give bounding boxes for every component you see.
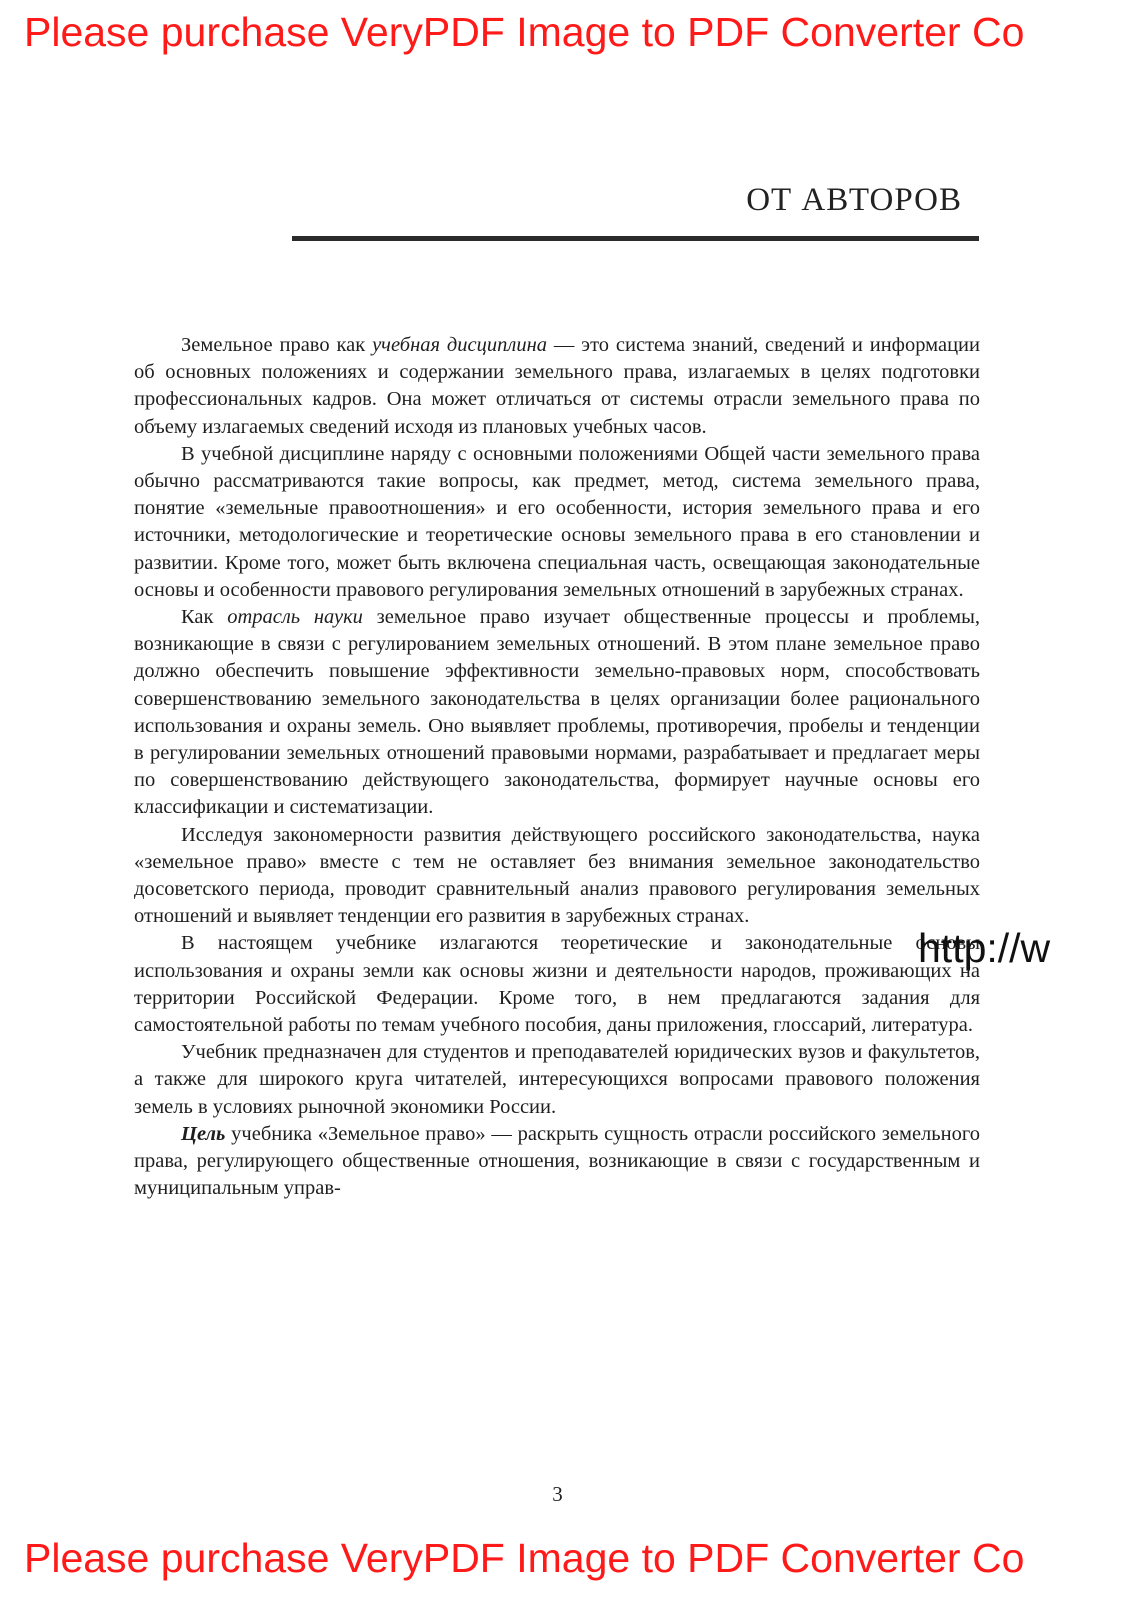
emphasis-label: Цель — [181, 1122, 226, 1145]
url-watermark: http://w — [918, 925, 1051, 971]
title-rule — [292, 236, 979, 241]
paragraph: Цель учебника «Земельное право» — раскрыть сущность отрасли российского земельного права, регулирующего общественные отношения, возникающие в связи с государственным и муниципальным управ- — [134, 1122, 980, 1200]
paragraph: Учебник предназначен для студентов и преподавателей юридических вузов и факультетов, а также для широкого круга читателей, интересующихся вопросами правового положения земель в условиях рыночной экономики России. — [134, 1041, 980, 1118]
chapter-title: ОТ АВТОРОВ — [746, 182, 962, 218]
paragraph: В настоящем учебнике излагаются теоретические и законодательные основы использования и охраны земли как основы жизни и деятельности народов, проживающих на территории Российской Федерации. Кроме того, в нем предлагаются задания для самостоятельной работы по темам учебного пособия, даны приложения, глоссарий, литература. — [134, 932, 980, 1037]
watermark-bottom: Please purchase VeryPDF Image to PDF Converter Co — [24, 1535, 1025, 1581]
paragraph: Земельное право как учебная дисциплина — это система знаний, сведений и информации об основных положениях и содержании земельного права, излагаемых в целях подготовки профессиональных кадров. Она может отличаться от системы отрасли земельного права по объему излагаемых сведений исходя из плановых учебных часов. — [134, 334, 980, 438]
page-number: 3 — [552, 1482, 563, 1506]
paragraph: Исследуя закономерности развития действующего российского законодательства, наука «земельное право» вместе с тем не оставляет без внимания земельное законодательство досоветского периода, проводит сравнительный анализ правового регулирования земельных отношений и выявляет тенденции его развития в зарубежных странах. — [134, 823, 980, 928]
paragraph: В учебной дисциплине наряду с основными положениями Общей части земельного права обычно рассматриваются такие вопросы, как предмет, метод, система земельного права, понятие «земельные правоотношения» и его особенности, история земельного права и его источники, методологические и теоретические основы земельного права в его становлении и развитии. Кроме того, может быть включена специальная часть, освещающая законодательные основы и особенности правового регулирования земельных отношений в зарубежных странах. — [134, 442, 980, 601]
body-text — [134, 332, 980, 1203]
emphasis-term: учебная дисциплина — [372, 334, 548, 356]
emphasis-term: отрасль науки — [227, 606, 363, 629]
paragraph: Как отрасль науки земельное право изучает общественные процессы и проблемы, возникающие в связи с регулированием земельных отношений. В этом плане земельное право должно обеспечить повышение эффективности земельно-правовых норм, способствовать совершенствованию земельного законодательства в целях организации более рационального использования и охраны земель. Оно выявляет проблемы, противоречия, пробелы и тенденции в регулировании земельных отношений правовыми нормами, разрабатывает и предлагает меры по совершенствованию действующего законодательства, формирует научные основы его классификации и систематизации. — [134, 606, 980, 819]
watermark-top: Please purchase VeryPDF Image to PDF Converter Co — [24, 9, 1025, 55]
